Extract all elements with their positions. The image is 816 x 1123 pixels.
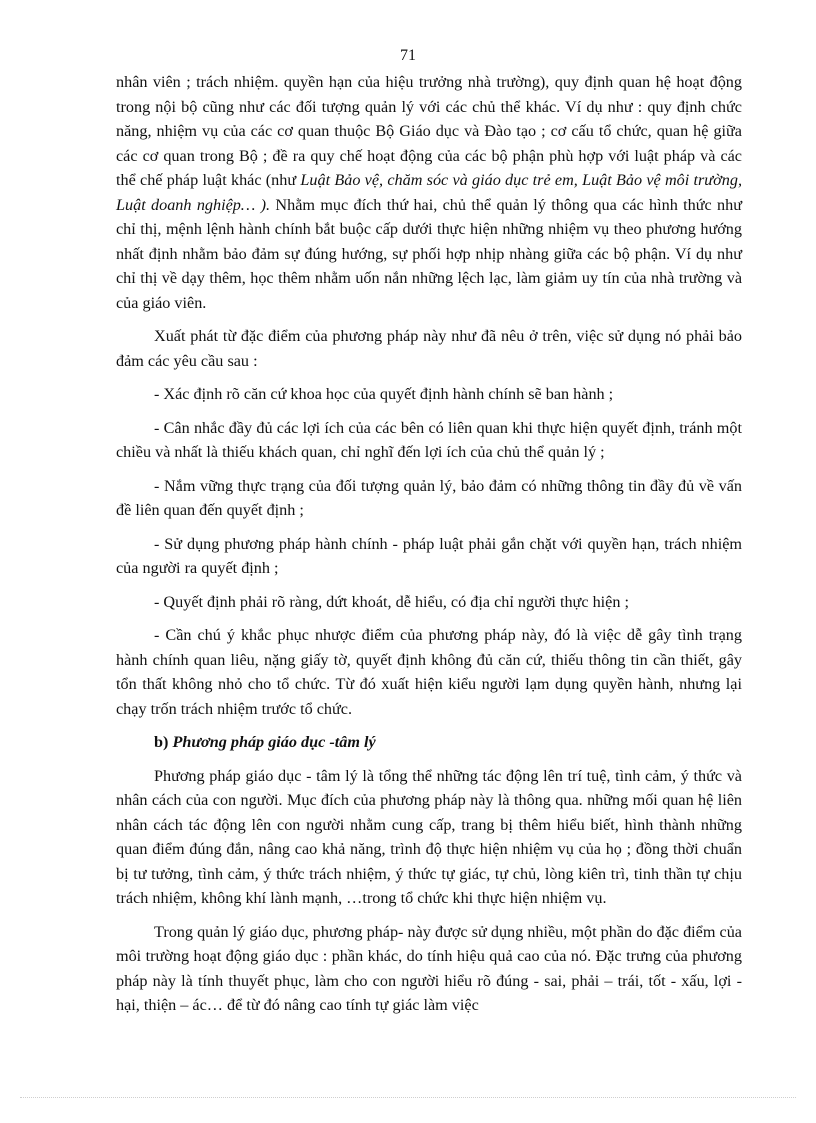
page-number: 71	[400, 47, 416, 64]
document-body	[116, 70, 742, 1027]
list-item-requirement: - Sử dụng phương pháp hành chính - pháp luật phải gắn chặt với quyền hạn, trách nhiệm của người ra quyết định ;	[116, 534, 742, 577]
list-item-requirement: - Xác định rõ căn cứ khoa học của quyết định hành chính sẽ ban hành ;	[154, 385, 614, 403]
section-heading-title: Phương pháp giáo dục -tâm lý	[172, 733, 376, 751]
list-item-requirement: - Nắm vững thực trạng của đối tượng quản lý, bảo đảm có những thông tin đầy đủ về vấn đề liên quan đến quyết định ;	[116, 476, 742, 519]
page-bottom-divider	[20, 1097, 796, 1098]
law-names-italic: Luật Bảo vệ, chăm sóc và giáo dục trẻ em, Luật Bảo vệ môi trường, Luật doanh nghiệp… ).	[116, 171, 742, 214]
list-item-requirement: - Cần chú ý khắc phục nhược điểm của phương pháp này, đó là việc dễ gây tình trạng hành chính quan liêu, nặng giấy tờ, quyết định không đủ căn cứ, thiếu thông tin cần thiết, gây tổn thất không nhỏ cho tổ chức. Từ đó xuất hiện kiểu người lạm dụng quyền hành, nhưng lại chạy trốn trách nhiệm trước tổ chức.	[116, 626, 742, 718]
paragraph-method-definition: Phương pháp giáo dục - tâm lý là tổng thể những tác động lên trí tuệ, tình cảm, ý thức và nhân cách của con người. Mục đích của phương pháp này là thông qua. những mối quan hệ liên nhân cách tác động lên con người nhằm cung cấp, trang bị thêm hiểu biết, hình thành những quan điểm đúng đắn, nâng cao khả năng, trình độ thực hiện nhiệm vụ của họ ; đồng thời chuẩn bị tư tưởng, tình cảm, ý thức trách nhiệm, ý thức tự giác, tự chủ, lòng kiên trì, tinh thần tự chịu trách nhiệm, không khí lành mạnh, …trong tổ chức khi thực hiện nhiệm vụ.	[116, 766, 742, 907]
list-item-requirement: - Cân nhắc đầy đủ các lợi ích của các bên có liên quan khi thực hiện quyết định, tránh một chiều và nhất là thiếu khách quan, chỉ nghĩ đến lợi ích của chủ thể quản lý ;	[116, 418, 742, 461]
paragraph-requirements-intro: Xuất phát từ đặc điểm của phương pháp này như đã nêu ở trên, việc sử dụng nó phải bảo đảm các yêu cầu sau :	[116, 327, 742, 370]
paragraph-method-usage: Trong quản lý giáo dục, phương pháp- này được sử dụng nhiều, một phần do đặc điểm của môi trường hoạt động giáo dục : phần khác, do tính hiệu quả cao của nó. Đặc trưng của phương pháp này là tính thuyết phục, làm cho con người hiểu rõ đúng - sai, phải – trái, tốt - xấu, lợi - hại, thiện – ác… để từ đó nâng cao tính tự giác làm việc	[116, 922, 742, 1014]
list-item-requirement: - Quyết định phải rõ ràng, dứt khoát, dễ hiểu, có địa chỉ người thực hiện ;	[154, 592, 629, 611]
section-heading-label: b)	[154, 733, 173, 751]
section-heading	[116, 730, 742, 755]
paragraph-continuation	[116, 70, 742, 315]
paragraph-text: nhân viên ; trách nhiệm. quyền hạn của hiệu trưởng nhà trường), quy định quan hệ hoạt động trong nội bộ cũng như các đối tượng quản lý với các chủ thể khác. Ví dụ như : quy định chức năng, nhiệm vụ của các cơ quan thuộc Bộ Giáo dục và Đào tạo ; cơ cấu tổ chức, quan hệ giữa các cơ quan trong Bộ ; đề ra quy chế hoạt động của các bộ phận phù hợp với luật pháp và các thể chế pháp luật khác (như	[116, 73, 742, 189]
paragraph-text: Nhằm mục đích thứ hai, chủ thể quản lý thông qua các hình thức như chỉ thị, mệnh lệnh hành chính bắt buộc cấp dưới thực hiện những nhiệm vụ theo phương hướng nhất định nhằm bảo đảm sự đúng hướng, sự phối hợp nhịp nhàng giữa các bộ phận. Ví dụ như chỉ thị về dạy thêm, học thêm nhằm uốn nắn những lệch lạc, làm giảm uy tín của nhà trường và của giáo viên.	[116, 195, 743, 312]
